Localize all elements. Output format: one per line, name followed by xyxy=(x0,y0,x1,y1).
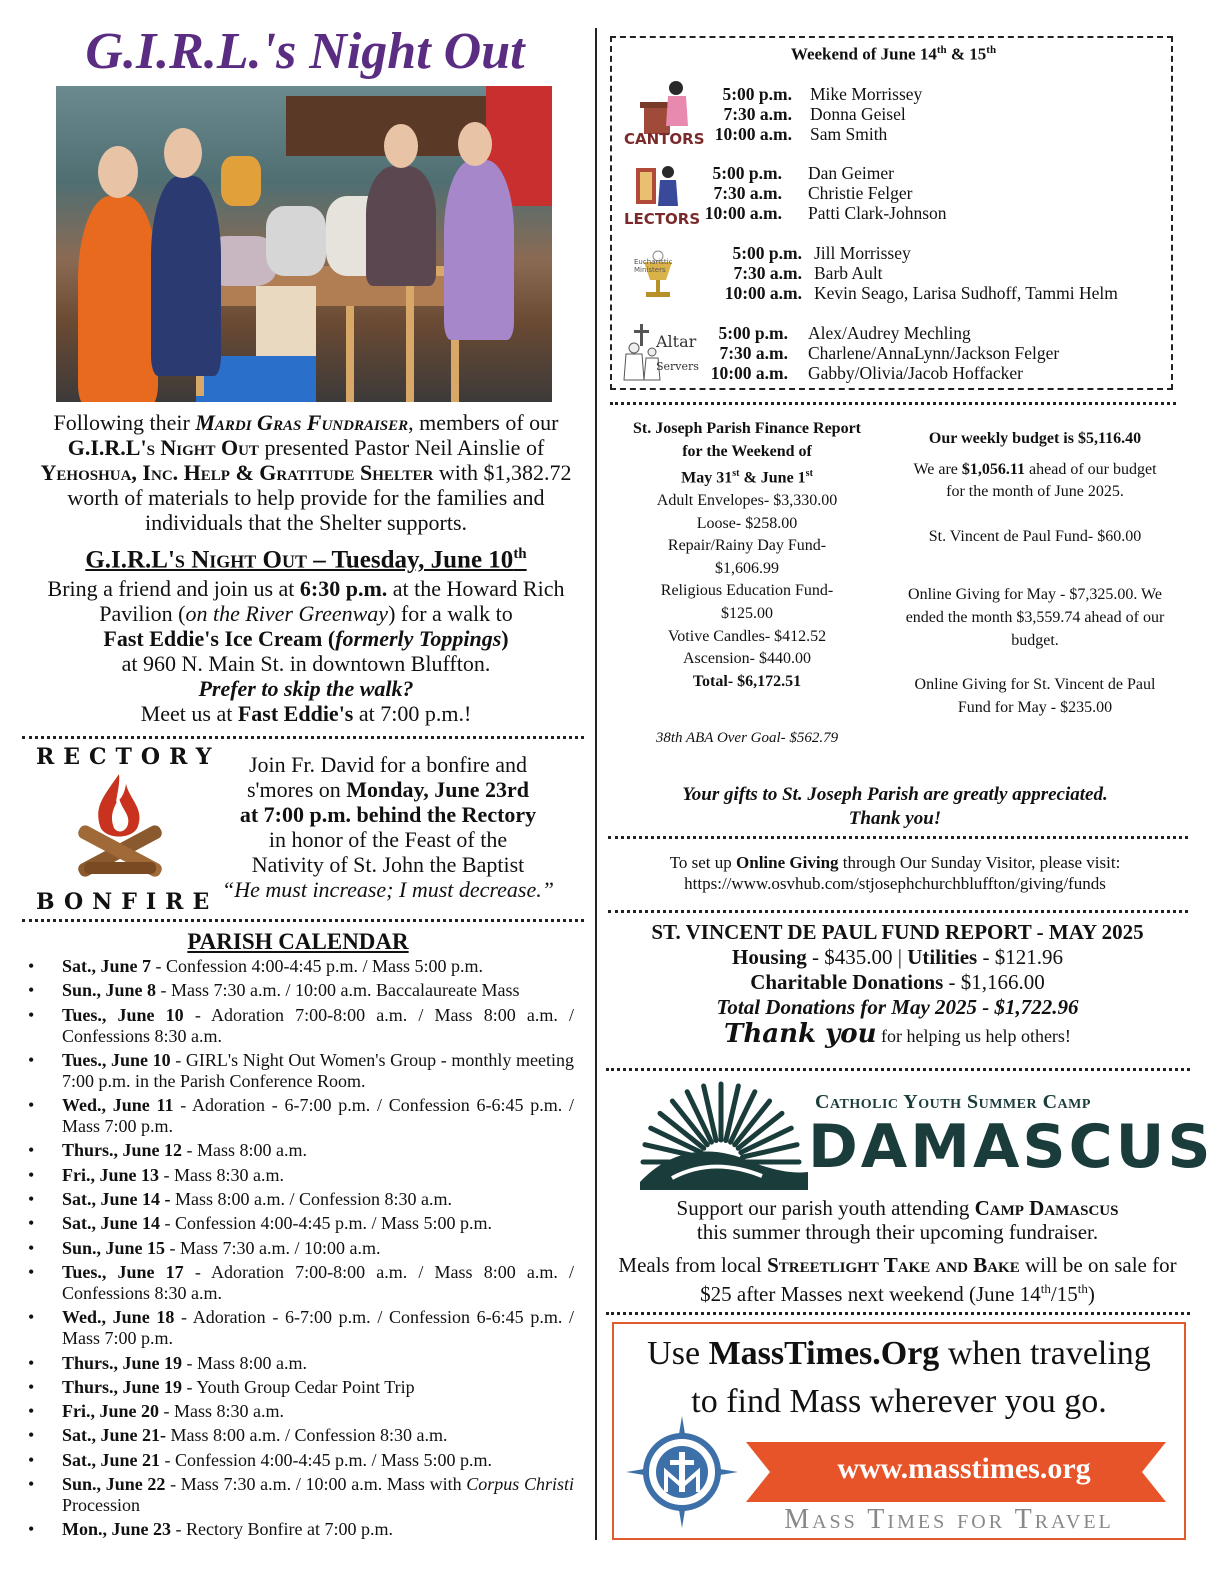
calendar-item xyxy=(26,1238,574,1259)
calendar-text: - GIRL's Night Out Women's Group - monthly meeting 7:00 p.m. in the Parish Conference Room. xyxy=(62,1049,574,1091)
online-giving-text: through Our Sunday Visitor, please visit: xyxy=(838,853,1121,872)
calendar-item xyxy=(26,1140,574,1161)
photo-person-head xyxy=(164,128,202,178)
online-giving-url[interactable]: https://www.osvhub.com/stjosephchurchbluffton/giving/funds xyxy=(684,874,1106,893)
server-time: 7:30 a.m. xyxy=(719,343,788,363)
event-heading-sup: th xyxy=(513,546,527,562)
event-text: Bring a friend and join us at xyxy=(47,576,300,601)
bonfire-icon xyxy=(64,770,174,888)
lector-time: 5:00 p.m. xyxy=(712,163,782,183)
bonfire-date: Monday, June 23rd xyxy=(346,777,530,802)
calendar-text: Mass 8:00 a.m. / Confession 8:30 a.m. xyxy=(170,1189,453,1210)
finance-title: St. Joseph Parish Finance Report xyxy=(633,420,861,437)
damascus-text: this summer through their upcoming fundraiser. xyxy=(696,1220,1099,1244)
calendar-day: Fri., June 20 xyxy=(62,1401,159,1422)
calendar-day: Tues., June 17 xyxy=(62,1261,184,1282)
damascus-text: /15 xyxy=(1050,1282,1078,1306)
em-time: 5:00 p.m. xyxy=(732,243,802,263)
lector-icon xyxy=(630,160,686,216)
event-formerly: formerly Toppings xyxy=(335,626,502,651)
em-time: 7:30 a.m. xyxy=(733,263,802,283)
server-time: 10:00 a.m. xyxy=(710,363,788,383)
calendar-text: - Youth Group Cedar Point Trip xyxy=(182,1376,415,1397)
finance-weekend xyxy=(612,463,882,490)
finance-religious: Religious Education Fund- xyxy=(660,582,834,600)
lector-time: 10:00 a.m. xyxy=(704,203,782,223)
online-giving-text: To set up xyxy=(669,853,737,872)
finance-report xyxy=(612,418,882,693)
calendar-item xyxy=(26,1307,574,1349)
photo-box xyxy=(221,156,261,206)
calendar-text: - Adoration - 6-7:00 p.m. / Confession 6-6:45 p.m. / Mass 7:00 p.m. xyxy=(62,1095,574,1137)
intro-text: with $1,382.72 worth of materials to help provide for the families and individuals that the Shelter supports. xyxy=(67,460,572,535)
finance-ascension: Ascension- $440.00 xyxy=(683,650,811,668)
damascus-sunburst-logo xyxy=(632,1078,810,1190)
finance-adult: Adult Envelopes- $3,330.00 xyxy=(656,492,838,510)
calendar-day: Sun., June 15 xyxy=(62,1237,166,1258)
weekly-budget: Our weekly budget is $5,116.40 xyxy=(928,430,1142,447)
masstimes-url[interactable]: www.masstimes.org xyxy=(837,1452,1091,1485)
bonfire-word: BONFIRE xyxy=(36,889,219,915)
ministry-heading-sup: th xyxy=(936,44,947,56)
calendar-item xyxy=(26,1401,574,1422)
damascus-text: Support our parish youth attending xyxy=(676,1196,975,1220)
gifts-thankyou: Thank you! xyxy=(848,808,942,829)
calendar-day: Sat., June 14 xyxy=(62,1213,161,1234)
calendar-day: Sun., June 8 xyxy=(62,980,157,1001)
photo-person xyxy=(366,166,436,286)
lector-name: Dan Geimer xyxy=(808,163,895,183)
calendar-text: - Adoration - 6-7:00 p.m. / Confession 6-6:45 p.m. / Mass 7:00 p.m. xyxy=(62,1307,574,1349)
svdp-report xyxy=(610,920,1185,1049)
masstimes-headline xyxy=(614,1330,1184,1426)
fundraiser-name: Mardi Gras Fundraiser xyxy=(195,410,409,435)
calendar-text: - Adoration 7:00-8:00 a.m. / Mass 8:00 a.m. / Confessions 8:30 a.m. xyxy=(62,1004,574,1046)
photo-person-head xyxy=(458,122,492,166)
cantors-label: CANTORS xyxy=(624,130,705,148)
photo-person xyxy=(78,196,158,402)
calendar-day: Sat., June 21- xyxy=(62,1425,167,1446)
em-label: Eucharistic Ministers xyxy=(634,258,673,274)
masstimes-tagline: Mass Times for Travel xyxy=(784,1504,1114,1535)
finance-loose: Loose- $258.00 xyxy=(696,514,798,532)
calendar-text: - Mass 8:30 a.m. xyxy=(159,1401,284,1422)
svdp-line xyxy=(610,945,1185,970)
bonfire-time: at 7:00 p.m. behind the Rectory xyxy=(239,802,537,827)
budget-summary xyxy=(890,428,1180,719)
rectory-word: RECTORY xyxy=(36,744,221,770)
online-giving-svdp: Online Giving for St. Vincent de Paul Fund for May - $235.00 xyxy=(914,676,1156,716)
finance-total: Total- $6,172.51 xyxy=(692,672,802,690)
damascus-support xyxy=(610,1196,1185,1220)
photo-person xyxy=(151,176,221,376)
em-name: Kevin Seago, Larisa Sudhoff, Tammi Helm xyxy=(814,283,1118,303)
cantor-time: 5:00 p.m. xyxy=(722,84,792,104)
finance-votive: Votive Candles- $412.52 xyxy=(667,627,827,645)
svdp-total: Total Donations for May 2025 - $1,722.96 xyxy=(716,995,1079,1019)
damascus-announcement xyxy=(610,1196,1185,1306)
event-text: ) xyxy=(501,626,509,651)
svdp-line xyxy=(610,970,1185,995)
server-name: Gabby/Olivia/Jacob Hoffacker xyxy=(808,363,1023,383)
divider xyxy=(610,402,1176,405)
server-name: Alex/Audrey Mechling xyxy=(808,323,971,343)
cantor-time: 10:00 a.m. xyxy=(714,124,792,144)
lector-name: Christie Felger xyxy=(808,183,913,203)
calendar-day: Sun., June 22 xyxy=(62,1474,166,1495)
svdp-fund: St. Vincent de Paul Fund- $60.00 xyxy=(928,527,1142,545)
event-text: at 7:00 p.m.! xyxy=(353,701,472,726)
damascus-subtitle: Catholic Youth Summer Camp xyxy=(815,1091,1091,1113)
calendar-text-italic: Corpus Christi xyxy=(466,1474,574,1495)
compass-icon xyxy=(626,1416,738,1528)
damascus-meals xyxy=(610,1253,1185,1306)
gifts-thanks xyxy=(610,783,1180,831)
column-divider xyxy=(595,28,597,1540)
divider xyxy=(22,919,584,922)
calendar-item xyxy=(26,1353,574,1374)
calendar-day: Thurs., June 19 xyxy=(62,1376,183,1397)
online-giving-may: Online Giving for May - $7,325.00. We ended the month $3,559.74 ahead of our budget. xyxy=(905,586,1165,649)
finance-weekend-text: & June 1 xyxy=(739,469,806,487)
online-giving-line xyxy=(610,852,1180,873)
photo-person-head xyxy=(384,124,418,168)
online-giving-label: Online Giving xyxy=(736,853,839,872)
photo-person-head xyxy=(98,146,138,198)
em-name: Jill Morrissey xyxy=(814,243,911,263)
event-body xyxy=(28,576,584,726)
chalice-icon xyxy=(628,246,688,306)
masstimes-ad[interactable] xyxy=(612,1322,1186,1540)
lector-time: 7:30 a.m. xyxy=(713,183,782,203)
svdp-housing-label: Housing xyxy=(732,945,807,969)
calendar-item xyxy=(26,980,574,1001)
server-time: 5:00 p.m. xyxy=(718,323,788,343)
svdp-housing-value: - $435.00 xyxy=(806,945,893,969)
finance-weekend-text: May 31 xyxy=(681,469,733,487)
lectors-label: LECTORS xyxy=(624,210,701,228)
event-text: ) for a walk to xyxy=(388,601,513,626)
event-heading-date: – Tuesday, June 10 xyxy=(306,546,514,574)
shelter-name: Yehoshua, Inc. Help & Gratitude Shelter xyxy=(40,460,434,485)
damascus-text: will be on sale for $25 after Masses next weekend (June 14 xyxy=(700,1253,1177,1306)
finance-religious-value: $125.00 xyxy=(721,605,773,623)
calendar-item xyxy=(26,1377,574,1398)
masstimes-text: Use xyxy=(647,1335,709,1372)
calendar-item xyxy=(26,1050,574,1092)
photo-box xyxy=(256,286,316,356)
calendar-item xyxy=(26,1262,574,1304)
event-text: at the Howard Rich Pavilion ( xyxy=(99,576,565,626)
cantor-name: Mike Morrissey xyxy=(810,84,923,104)
calendar-day: Wed., June 18 xyxy=(62,1307,175,1328)
masstimes-brand: MassTimes.Org xyxy=(708,1335,940,1372)
server-name: Charlene/AnnaLynn/Jackson Felger xyxy=(808,343,1060,363)
calendar-text: Procession xyxy=(62,1495,140,1516)
calendar-day: Thurs., June 19 xyxy=(62,1352,183,1373)
masstimes-line xyxy=(614,1330,1184,1378)
calendar-text: - Mass 8:00 a.m. xyxy=(182,1352,308,1373)
photo-stool xyxy=(346,306,354,402)
lector-name: Patti Clark-Johnson xyxy=(808,203,947,223)
calendar-text: Mass 8:00 a.m. / Confession 8:30 a.m. xyxy=(166,1425,448,1446)
ministry-heading-text: & 15 xyxy=(946,44,987,64)
budget-ahead-text: We are xyxy=(913,460,962,478)
damascus-camp: Camp Damascus xyxy=(974,1196,1119,1220)
event-address: at 960 N. Main St. in downtown Bluffton. xyxy=(121,651,491,676)
svdp-thanks-script: Thank you xyxy=(724,1019,877,1049)
calendar-text: - Mass 7:30 a.m. / 10:00 a.m. Mass with xyxy=(165,1474,467,1495)
budget-ahead-amount: $1,056.11 xyxy=(961,460,1026,478)
intro-text: presented Pastor Neil Ainslie of xyxy=(258,435,545,460)
bonfire-quote: “He must increase; I must decrease.” xyxy=(222,877,554,902)
divider xyxy=(606,1068,1190,1071)
svdp-thanks xyxy=(610,1019,1185,1049)
aba-over-goal: 38th ABA Over Goal- $562.79 xyxy=(655,730,839,746)
ministry-heading-text: Weekend of June 14 xyxy=(790,44,937,64)
intro-text: Following their xyxy=(53,410,196,435)
finance-weekend-sup: st xyxy=(732,468,740,480)
calendar-list xyxy=(26,956,574,1544)
calendar-day: Mon., June 23 xyxy=(62,1519,172,1540)
bonfire-line: in honor of the Feast of the xyxy=(268,827,508,852)
event-text: ( xyxy=(322,626,336,651)
damascus-text: ) xyxy=(1087,1282,1095,1306)
group-name: G.I.R.L's Night Out xyxy=(67,435,259,460)
divider xyxy=(606,1312,1190,1315)
em-time: 10:00 a.m. xyxy=(724,283,802,303)
event-meet-place: Fast Eddie's xyxy=(237,701,354,726)
calendar-item xyxy=(26,1095,574,1137)
cantor-name: Sam Smith xyxy=(810,124,888,144)
ministry-heading xyxy=(612,44,1175,65)
bonfire-announcement xyxy=(206,752,570,902)
svdp-utilities-value: - $121.96 xyxy=(977,945,1063,969)
intro-text: , members of our xyxy=(408,410,559,435)
cantor-name: Donna Geisel xyxy=(810,104,906,124)
calendar-item xyxy=(26,1474,574,1516)
calendar-item xyxy=(26,1213,574,1234)
girls-night-title: G.I.R.L.'s Night Out xyxy=(85,23,525,80)
event-skip: Prefer to skip the walk? xyxy=(198,676,414,701)
damascus-sup: th xyxy=(1040,1281,1051,1296)
photo-person xyxy=(444,160,514,340)
altar-server-icon xyxy=(622,322,662,382)
calendar-item xyxy=(26,1005,574,1047)
group-photo xyxy=(56,86,552,402)
finance-repair-value: $1,606.99 xyxy=(715,559,779,577)
calendar-item xyxy=(26,956,574,977)
calendar-text: - Confession 4:00-4:45 p.m. / Mass 5:00 p.m. xyxy=(160,1449,493,1470)
fundraiser-intro xyxy=(28,410,584,535)
event-heading-group: G.I.R.L's Night Out xyxy=(85,546,307,574)
budget-ahead-text: ahead of our budget for the month of June 2025. xyxy=(946,460,1157,501)
calendar-item xyxy=(26,1519,574,1540)
svdp-charitable-label: Charitable Donations xyxy=(750,970,944,994)
svdp-thanks-text: for helping us help others! xyxy=(876,1026,1071,1046)
divider xyxy=(22,736,584,739)
photo-stool xyxy=(406,276,414,402)
masstimes-line: to find Mass wherever you go. xyxy=(691,1383,1107,1420)
calendar-title: PARISH CALENDAR xyxy=(187,929,409,954)
calendar-item xyxy=(26,1189,574,1210)
gifts-line: Your gifts to St. Joseph Parish are greatly appreciated. xyxy=(682,784,1108,805)
calendar-text: - Mass 8:30 a.m. xyxy=(159,1164,284,1185)
altar-label: Altar xyxy=(656,332,697,351)
budget-ahead xyxy=(890,459,1180,504)
calendar-text: - Rectory Bonfire at 7:00 p.m. xyxy=(171,1519,393,1540)
bonfire-line: s'mores on xyxy=(246,777,347,802)
calendar-item xyxy=(26,1450,574,1471)
event-heading xyxy=(28,546,584,574)
svdp-utilities-label: Utilities xyxy=(907,945,978,969)
calendar-text: - Adoration 7:00-8:00 a.m. / Mass 8:00 a.m. / Confessions 8:30 a.m. xyxy=(62,1261,574,1303)
bonfire-line: Nativity of St. John the Baptist xyxy=(251,852,525,877)
ministry-schedule xyxy=(610,36,1173,390)
masstimes-text: when traveling xyxy=(939,1335,1151,1372)
event-shop: Fast Eddie's Ice Cream xyxy=(103,626,323,651)
calendar-item xyxy=(26,1165,574,1186)
svdp-title: ST. VINCENT DE PAUL FUND REPORT - MAY 2025 xyxy=(651,920,1144,944)
damascus-text: Meals from local xyxy=(618,1253,768,1277)
damascus-sup: th xyxy=(1077,1281,1088,1296)
calendar-text: - Mass 7:30 a.m. / 10:00 a.m. xyxy=(165,1237,381,1258)
calendar-day: Thurs., June 12 xyxy=(62,1140,183,1161)
divider xyxy=(608,910,1188,913)
calendar-day: Tues., June 10 xyxy=(62,1004,184,1025)
online-giving-setup xyxy=(610,852,1180,894)
event-text: Meet us at xyxy=(140,701,238,726)
cantor-time: 7:30 a.m. xyxy=(723,104,792,124)
ministry-heading-sup: th xyxy=(986,44,997,56)
em-name: Barb Ault xyxy=(814,263,883,283)
calendar-text: - Mass 8:00 a.m. xyxy=(182,1140,308,1161)
calendar-item xyxy=(26,1425,574,1446)
photo-bag xyxy=(266,206,326,276)
event-time: 6:30 p.m. xyxy=(299,576,388,601)
calendar-day: Fri., June 13 xyxy=(62,1164,159,1185)
calendar-day: Sat., June 14 - xyxy=(62,1189,171,1210)
calendar-text: - Confession 4:00-4:45 p.m. / Mass 5:00 p.m. xyxy=(160,1213,493,1234)
finance-title: for the Weekend of xyxy=(682,442,812,460)
calendar-day: Tues., June 10 xyxy=(62,1049,171,1070)
finance-weekend-sup: st xyxy=(805,468,813,480)
svdp-separator: | xyxy=(892,945,908,969)
finance-repair: Repair/Rainy Day Fund- xyxy=(667,537,827,555)
divider xyxy=(608,836,1188,839)
calendar-day: Sat., June 7 xyxy=(62,956,152,976)
calendar-day: Sat., June 21 xyxy=(62,1449,161,1470)
calendar-text: - Mass 7:30 a.m. / 10:00 a.m. Baccalaureate Mass xyxy=(156,980,520,1001)
svdp-charitable-value: - $1,166.00 xyxy=(943,970,1045,994)
calendar-text: - Confession 4:00-4:45 p.m. / Mass 5:00 p.m. xyxy=(151,956,484,976)
calendar-day: Wed., June 11 xyxy=(62,1095,174,1116)
event-greenway: on the River Greenway xyxy=(185,601,389,626)
damascus-vendor: Streetlight Take and Bake xyxy=(767,1253,1020,1277)
bonfire-line: Join Fr. David for a bonfire and xyxy=(249,752,527,777)
servers-label: Servers xyxy=(656,360,699,373)
damascus-wordmark: DAMASCUS xyxy=(808,1112,1214,1182)
